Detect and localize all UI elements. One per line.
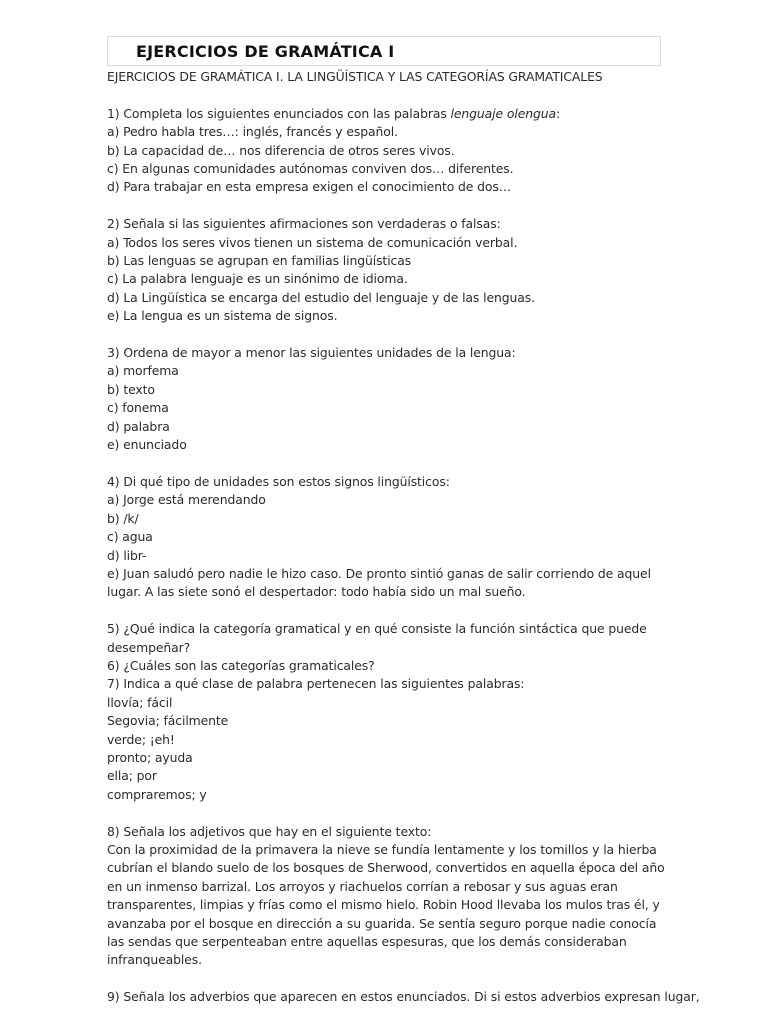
- question-4-item: e) Juan saludó pero nadie le hizo caso. De pronto sintió ganas de salir corriendo de aquel lugar. A las siete sonó el despertador: todo había sido un mal sueño.: [107, 565, 651, 600]
- question-7-item: compraremos; y: [107, 786, 207, 802]
- question-3-prompt: 3) Ordena de mayor a menor las siguientes unidades de la lengua:: [107, 345, 516, 361]
- question-4-item: a) Jorge está merendando: [107, 492, 266, 508]
- question-7-item: ella; por: [107, 768, 157, 784]
- question-4-item: d) libr-: [107, 547, 147, 563]
- question-3-item: d) palabra: [107, 418, 170, 434]
- question-3-item: a) morfema: [107, 363, 179, 379]
- question-7-prompt: 7) Indica a qué clase de palabra pertenecen las siguientes palabras:: [107, 676, 525, 692]
- document-subtitle: EJERCICIOS DE GRAMÁTICA I. LA LINGÜÍSTICA Y LAS CATEGORÍAS GRAMATICALES: [107, 69, 603, 84]
- question-2-item: e) La lengua es un sistema de signos.: [107, 308, 338, 324]
- question-2-item: a) Todos los seres vivos tienen un sistema de comunicación verbal.: [107, 234, 518, 250]
- question-4-item: b) /k/: [107, 510, 139, 526]
- question-1-item: a) Pedro habla tres…: inglés, francés y español.: [107, 124, 398, 140]
- title-box: [107, 36, 661, 66]
- question-8-text: Con la proximidad de la primavera la nieve se fundía lentamente y los tomillos y la hierba cubrían el blando suelo de los bosques de Sherwood, convertidos en aquella época del año en un inmenso barrizal. Los arroyos y riachuelos corrían a rebosar y sus aguas eran transparentes, limpias y frías como el mismo hielo. Robin Hood llevaba los mulos tras él, y avanzaba por el bosque en dirección a su guarida. Se sentía seguro porque nadie conocía las sendas que serpenteaban entre aquellas espesuras, que los demás consideraban infranqueables.: [107, 841, 665, 968]
- question-2-item: d) La Lingüística se encarga del estudio del lenguaje y de las lenguas.: [107, 289, 535, 305]
- question-4-item: c) agua: [107, 529, 153, 545]
- question-3-item: b) texto: [107, 381, 155, 397]
- question-7-item: Segovia; fácilmente: [107, 713, 229, 729]
- question-8-prompt: 8) Señala los adjetivos que hay en el siguiente texto:: [107, 823, 432, 839]
- question-3-item: e) enunciado: [107, 437, 187, 453]
- question-1-prompt: 1) Completa los siguientes enunciados con las palabras lenguaje olengua:: [107, 105, 561, 121]
- question-7-item: verde; ¡eh!: [107, 731, 175, 747]
- question-1-item: d) Para trabajar en esta empresa exigen el conocimiento de dos…: [107, 179, 512, 195]
- question-1-item: c) En algunas comunidades autónomas conviven dos… diferentes.: [107, 161, 514, 177]
- question-1-keywords: lenguaje olengua: [450, 105, 556, 121]
- question-5-prompt: 5) ¿Qué indica la categoría gramatical y en qué consiste la función sintáctica que puede desempeñar?: [107, 621, 647, 655]
- document-body: [107, 68, 700, 1007]
- question-1-item: b) La capacidad de… nos diferencia de otros seres vivos.: [107, 142, 455, 158]
- question-4-prompt: 4) Di qué tipo de unidades son estos signos lingüísticos:: [107, 473, 450, 489]
- question-7-item: llovía; fácil: [107, 694, 173, 710]
- question-9-prompt: 9) Señala los adverbios que aparecen en estos enunciados. Di si estos adverbios expresan lugar,: [107, 989, 700, 1005]
- question-7-item: pronto; ayuda: [107, 749, 193, 765]
- question-2-prompt: 2) Señala si las siguientes afirmaciones son verdaderas o falsas:: [107, 216, 501, 232]
- question-3-item: c) fonema: [107, 400, 169, 416]
- question-6-prompt: 6) ¿Cuáles son las categorías gramaticales?: [107, 657, 375, 673]
- question-2-item: c) La palabra lenguaje es un sinónimo de idioma.: [107, 271, 408, 287]
- page-title: EJERCICIOS DE GRAMÁTICA I: [136, 42, 395, 61]
- question-2-item: b) Las lenguas se agrupan en familias lingüísticas: [107, 253, 412, 269]
